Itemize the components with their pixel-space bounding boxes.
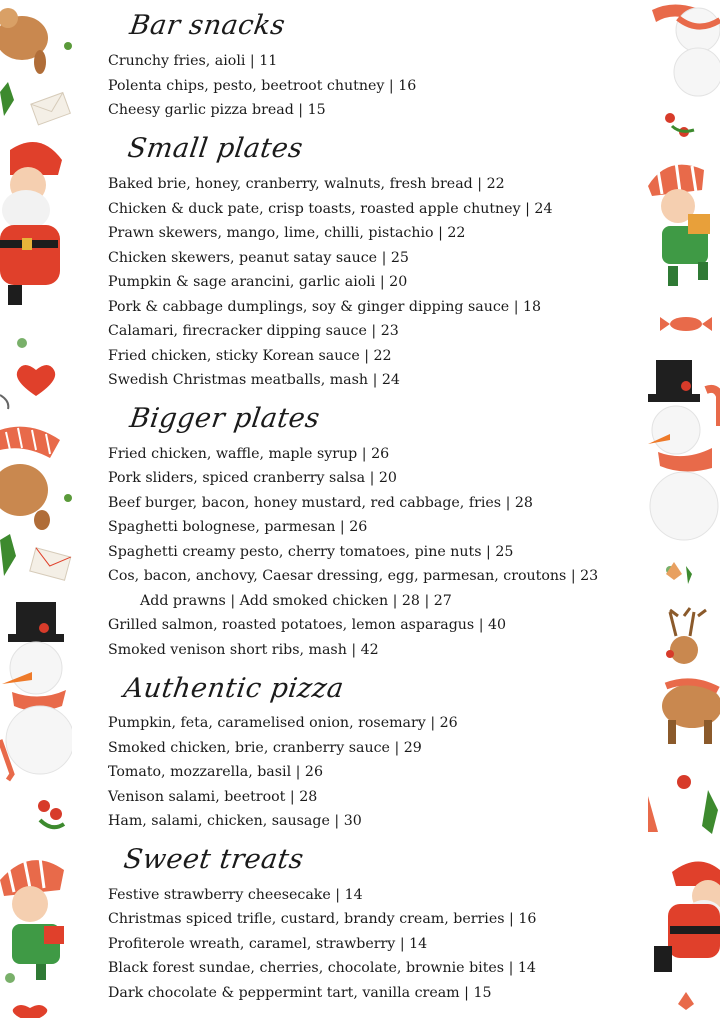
santa-icon	[0, 142, 71, 305]
left-decorative-border	[0, 0, 72, 1018]
snowman-icon	[2, 602, 72, 774]
item-price: | 11	[245, 53, 277, 69]
section-title-bigger-plates: Bigger plates	[127, 403, 322, 434]
menu-item	[108, 493, 533, 513]
menu-item	[108, 321, 399, 341]
menu-item	[108, 983, 492, 1003]
item-price: | 24	[521, 201, 553, 217]
menu-item	[108, 934, 427, 954]
item-price: | 15	[460, 985, 492, 1001]
item-name: Smoked venison short ribs, mash	[108, 642, 347, 658]
elf-icon	[0, 858, 64, 980]
item-name: Pork sliders, spiced cranberry salsa	[108, 470, 366, 486]
menu-item	[108, 370, 400, 390]
section-title-bar-snacks: Bar snacks	[127, 10, 288, 41]
menu-item	[108, 713, 458, 733]
menu-item	[108, 76, 416, 96]
reindeer-icon	[0, 464, 50, 530]
menu-item	[108, 297, 541, 317]
item-name: Fried chicken, sticky Korean sauce	[108, 348, 360, 364]
elf-icon	[648, 162, 710, 286]
item-name: Pumpkin & sage arancini, garlic aioli	[108, 274, 376, 290]
menu-item	[108, 640, 379, 660]
menu-item	[108, 468, 397, 488]
item-name: Black forest sundae, cherries, chocolate, brownie bites	[108, 960, 505, 976]
item-name: Cos, bacon, anchovy, Caesar dressing, egg, parmesan, croutons	[108, 568, 567, 584]
item-name: Christmas spiced trifle, custard, brandy cream, berries	[108, 911, 505, 927]
menu-item	[108, 762, 323, 782]
menu-item	[108, 615, 506, 635]
item-name: Ham, salami, chicken, sausage	[108, 813, 330, 829]
reindeer-icon	[0, 8, 48, 74]
snowman-icon	[648, 360, 720, 540]
item-name: Dark chocolate & peppermint tart, vanilla cream	[108, 985, 460, 1001]
item-name: Pumpkin, feta, caramelised onion, rosemary	[108, 715, 426, 731]
item-name: Crunchy fries, aioli	[108, 53, 246, 69]
item-name: Beef burger, bacon, honey mustard, red cabbage, fries	[108, 495, 502, 511]
item-price: | 22	[360, 348, 392, 364]
snowman-icon	[652, 4, 720, 96]
item-price: | 23	[566, 568, 598, 584]
item-price: | 30	[330, 813, 362, 829]
item-name: Chicken & duck pate, crisp toasts, roasted apple chutney	[108, 201, 521, 217]
item-price: | 29	[390, 740, 422, 756]
menu-item	[108, 272, 407, 292]
scarf-icon	[0, 427, 60, 458]
item-name: Smoked chicken, brie, cranberry sauce	[108, 740, 390, 756]
menu-item	[108, 958, 536, 978]
item-price: | 15	[294, 102, 326, 118]
item-name: Swedish Christmas meatballs, mash	[108, 372, 369, 388]
item-price: | 28 | 27	[388, 593, 452, 609]
item-price: | 22	[473, 176, 505, 192]
right-border-art	[648, 0, 720, 1018]
menu-item	[108, 248, 409, 268]
item-price: | 20	[365, 470, 397, 486]
item-name: Polenta chips, pesto, beetroot chutney	[108, 78, 385, 94]
item-name: Add prawns | Add smoked chicken	[140, 593, 389, 609]
menu-item	[108, 738, 422, 758]
menu-item	[108, 542, 513, 562]
candy-icon	[660, 317, 712, 331]
left-border-art	[0, 0, 72, 1018]
menu-item	[108, 100, 326, 120]
item-price: | 28	[285, 789, 317, 805]
menu-item	[108, 174, 505, 194]
menu-item	[108, 566, 598, 586]
item-name: Prawn skewers, mango, lime, chilli, pistachio	[108, 225, 434, 241]
menu-item	[108, 885, 363, 905]
item-name: Venison salami, beetroot	[108, 789, 286, 805]
menu-item-addon	[140, 591, 452, 611]
section-title-sweet-treats: Sweet treats	[121, 844, 306, 875]
item-price: | 40	[474, 617, 506, 633]
item-price: | 20	[375, 274, 407, 290]
envelope-icon	[30, 548, 71, 580]
item-price: | 14	[331, 887, 363, 903]
menu-item	[108, 811, 362, 831]
item-name: Calamari, firecracker dipping sauce	[108, 323, 367, 339]
menu-item	[108, 223, 465, 243]
reindeer-icon	[662, 608, 720, 744]
item-name: Tomato, mozzarella, basil	[108, 764, 292, 780]
item-price: | 24	[368, 372, 400, 388]
right-decorative-border	[648, 0, 720, 1018]
menu-item	[108, 517, 367, 537]
item-name: Cheesy garlic pizza bread	[108, 102, 294, 118]
item-price: | 42	[347, 642, 379, 658]
menu-item	[108, 787, 317, 807]
item-price: | 14	[395, 936, 427, 952]
menu-item	[108, 199, 552, 219]
item-price: | 26	[291, 764, 323, 780]
item-name: Spaghetti bolognese, parmesan	[108, 519, 336, 535]
envelope-icon	[31, 93, 70, 125]
item-price: | 14	[504, 960, 536, 976]
santa-icon	[654, 861, 720, 972]
menu-item	[108, 51, 277, 71]
item-name: Festive strawberry cheesecake	[108, 887, 331, 903]
item-price: | 26	[335, 519, 367, 535]
item-price: | 23	[367, 323, 399, 339]
menu-item	[108, 346, 392, 366]
item-name: Chicken skewers, peanut satay sauce	[108, 250, 378, 266]
item-price: | 16	[505, 911, 537, 927]
section-title-authentic-pizza: Authentic pizza	[121, 673, 346, 704]
menu-item	[108, 909, 536, 929]
item-price: | 18	[509, 299, 541, 315]
item-name: Baked brie, honey, cranberry, walnuts, fresh bread	[108, 176, 473, 192]
item-name: Pork & cabbage dumplings, soy & ginger dipping sauce	[108, 299, 510, 315]
item-price: | 25	[482, 544, 514, 560]
item-price: | 26	[357, 446, 389, 462]
section-title-small-plates: Small plates	[125, 133, 305, 164]
item-price: | 22	[434, 225, 466, 241]
item-price: | 26	[426, 715, 458, 731]
item-name: Fried chicken, waffle, maple syrup	[108, 446, 358, 462]
item-name: Spaghetti creamy pesto, cherry tomatoes, pine nuts	[108, 544, 482, 560]
menu-item	[108, 444, 389, 464]
item-name: Grilled salmon, roasted potatoes, lemon asparagus	[108, 617, 475, 633]
item-price: | 25	[377, 250, 409, 266]
item-price: | 16	[384, 78, 416, 94]
item-price: | 28	[501, 495, 533, 511]
item-name: Profiterole wreath, caramel, strawberry	[108, 936, 396, 952]
